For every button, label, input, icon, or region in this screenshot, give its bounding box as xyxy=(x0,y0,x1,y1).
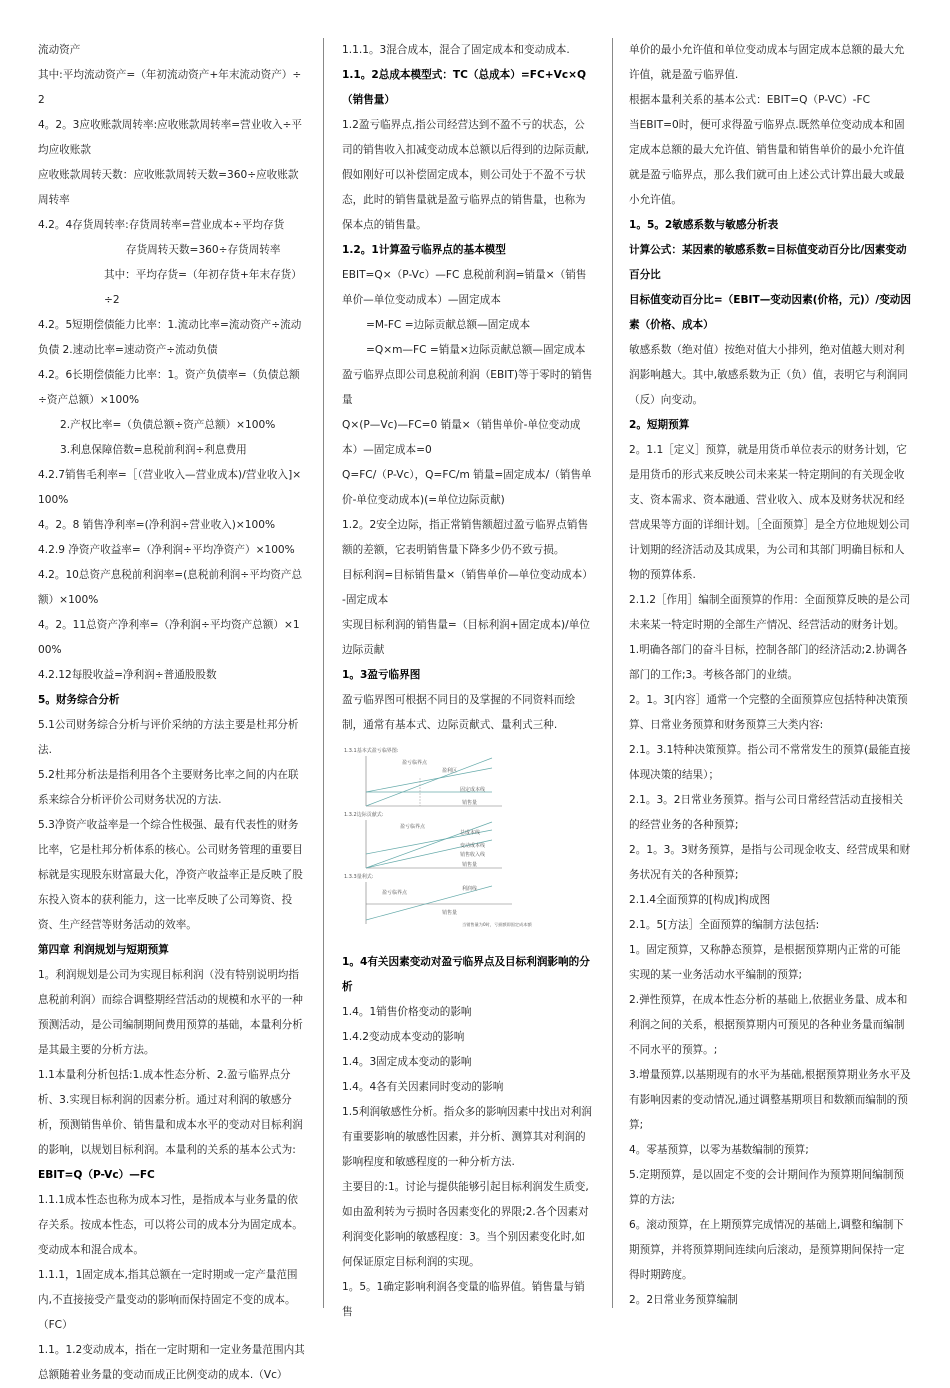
text-line: 存货周转天数=360÷存货周转率 xyxy=(126,244,281,256)
text-line: 1.1.1。3混合成本，混合了固定成本和变动成本. xyxy=(342,44,570,56)
text-line: 1.1。1.2变动成本，指在一定时期和一定业务量范围内其总额随着业务量的变动而成正比例变动的成本.（Vc） xyxy=(38,1344,305,1381)
figure-title-2: 1.3.2边际贡献式: xyxy=(344,812,384,818)
text-line: 6。滚动预算，在上期预算完成情况的基础上,调整和编制下期预算，并将预算期间连续向后滚动，是预算期间保持一定得时期跨度。 xyxy=(629,1219,905,1281)
text-line: 5.2杜邦分析法是指利用各个主要财务比率之间的内在联系来综合分析评价公司财务状况的方法. xyxy=(38,769,299,806)
figure-label-profit-line: 利润线 xyxy=(462,886,478,892)
text-line: 2.产权比率=（负债总额÷资产总额）×100% xyxy=(60,419,276,431)
text-line: 2.1。3.1特种决策预算。指公司不常常发生的预算(最能直接体现决策的结果）； xyxy=(629,744,911,781)
text-line: 4。2。8 销售净利率=(净利润÷营业收入)×100% xyxy=(38,519,276,531)
text-line: 1.2盈亏临界点,指公司经营达到不盈不亏的状态，公司的销售收入扣减变动成本总额以后得到的边际贡献,假如刚好可以补偿固定成本，则公司处于不盈不亏状态，此时的销售量就是盈亏临界点的销售量，也称为保本点的销售量。 xyxy=(342,119,590,231)
text-line: 2.弹性预算，在成本性态分析的基础上,依据业务量、成本和利润之间的关系，根据预算期内可预见的各种业务量而编制不同水平的预算。; xyxy=(629,994,908,1056)
formula-line: EBIT=Q（P-Vc）—FC xyxy=(38,1169,155,1181)
text-line: 计算公式：某因素的敏感系数=目标值变动百分比/因素变动百分比 xyxy=(629,244,907,281)
text-line: 2.1。3。2日常业务预算。指与公司日常经营活动直接相关的经营业务的各种预算; xyxy=(629,794,903,831)
text-line: 4.2.12每股收益=净利润÷普通股股数 xyxy=(38,669,217,681)
text-line: 4。零基预算，以零为基数编制的预算; xyxy=(629,1144,809,1156)
text-line: 其中:平均流动资产=（年初流动资产+年末流动资产）÷2 xyxy=(38,69,302,106)
figure-label-breakeven-3: 盈亏临界点 xyxy=(382,890,408,896)
text-line: =M-FC =边际贡献总额—固定成本 xyxy=(366,319,531,331)
text-line: 5.3净资产收益率是一个综合性极强、最有代表性的财务比率，它是杜邦分析体系的核心。公司财务管理的重要目标就是实现股东财富最大化，净资产收益率正是反映了股东投入资本的获利能力，这一比率反映了公司筹资、投资、生产经营等财务活动的效率。 xyxy=(38,819,303,931)
text-line: 盈亏临界图可根据不同目的及掌握的不同资料而绘制，通常有基本式、边际贡献式、量利式三种. xyxy=(342,694,576,731)
figure-label-sales: 销售量 xyxy=(462,800,478,806)
text-line: 其中：平均存货=（年初存货+年末存货）÷2 xyxy=(104,269,302,306)
text-line: 主要目的:1。讨论与提供能够引起目标利润发生质变,如由盈利转为亏损时各因素变化的界限;2.各个因素对利润变化影响的敏感程度：3。当个别因素变化时,如何保证原定目标利润的实现。 xyxy=(342,1181,589,1268)
text-line: 流动资产 xyxy=(38,44,81,56)
text-line: 3.利息保障倍数=息税前利润÷利息费用 xyxy=(60,444,247,456)
text-line: 2。2日常业务预算编制 xyxy=(629,1294,738,1306)
text-line: 目标利润=目标销售量×（销售单价—单位变动成本）-固定成本 xyxy=(342,569,593,606)
figure-note: 当销售量为0时，亏损额即固定成本额 xyxy=(462,922,532,927)
figure-title-3: 1.3.3量利式: xyxy=(344,874,374,880)
text-line: 5.定期预算，是以固定不变的会计期间作为预算期间编制预算的方法; xyxy=(629,1169,904,1206)
text-line: 2。1。3[内容］通常一个完整的全面预算应包括特种决策预算、日常业务预算和财务预算三大类内容: xyxy=(629,694,908,731)
subheading: 1.2。1计算盈亏临界点的基本模型 xyxy=(342,244,506,256)
text-line: 4.2.9 净资产收益率=（净利润÷平均净资产）×100% xyxy=(38,544,295,556)
text-line: 1.4。1销售价格变动的影响 xyxy=(342,1006,472,1018)
text-line: 2.1.2［作用］编制全面预算的作用：全面预算反映的是公司未来某一特定时期的全部生产情况、经营活动的财务计划。1.明确各部门的奋斗目标，控制各部门的经济活动;2.协调各部门的工作;3。考核各部门的业绩。 xyxy=(629,594,911,681)
text-line: 1.1.1，1固定成本,指其总额在一定时期或一定产量范围内,不直接接受产量变动的影响而保持固定不变的成本。（FC） xyxy=(38,1269,298,1331)
text-line: 4。2。11总资产净利率=（净利润÷平均资产总额）×100% xyxy=(38,619,300,656)
text-line: 1.2。2安全边际，指正常销售额超过盈亏临界点销售额的差额，它表明销售量下降多少仍不致亏损。 xyxy=(342,519,589,556)
text-line: 根据本量利关系的基本公式：EBIT=Q（P-VC）-FC xyxy=(629,94,870,106)
subheading: 1。4有关因素变动对盈亏临界点及目标利润影响的分析 xyxy=(342,956,590,993)
text-line: 1.1。2总成本模型式：TC（总成本）=FC+Vc×Q（销售量） xyxy=(342,69,586,106)
text-line: 1.1本量利分析包括:1.成本性态分析、2.盈亏临界点分析、3.实现目标利润的因素分析。通过对利润的敏感分析，预测销售单价、销售量和成本水平的变动对目标利润的影响，以规划目标利润。本量利的关系的基本公式为: xyxy=(38,1069,303,1156)
text-line: Q=FC/（P-Vc），Q=FC/m 销量=固定成本/（销售单价-单位变动成本)(=单位边际贡献) xyxy=(342,469,592,506)
section-heading: 2。短期预算 xyxy=(629,419,690,431)
text-line: =Q×m—FC =销量×边际贡献总额—固定成本 xyxy=(366,344,586,356)
text-line: 1。固定预算，又称静态预算，是根据预算期内正常的可能实现的某一业务活动水平编制的预算; xyxy=(629,944,901,981)
column-divider-1 xyxy=(323,38,324,1308)
figure-label-variable-cost: 变动成本线 xyxy=(460,843,486,849)
text-line: 1。5。1确定影响利润各变量的临界值。销售量与销售 xyxy=(342,1281,585,1318)
text-line: 当EBIT=0时，便可求得盈亏临界点.既然单位变动成本和固定成本总额的最大允许值、销售量和销售单价的最小允许值就是盈亏临界点，那么我们就可由上述公式计算出最大或最小允许值。 xyxy=(629,119,905,206)
text-line: 应收账款周转天数：应收账款周转天数=360÷应收账款周转率 xyxy=(38,169,299,206)
figure-label-profit-zone: 盈利区 xyxy=(442,768,458,774)
text-line: 2。1。3。3财务预算，是指与公司现金收支、经营成果和财务状况有关的各种预算; xyxy=(629,844,911,881)
text-line: 1.4。4各有关因素同时变动的影响 xyxy=(342,1081,504,1093)
figure-label-total-cost: 总成本线 xyxy=(460,830,481,836)
column-3 xyxy=(629,38,911,1313)
text-line: 4.2。4存货周转率:存货周转率=营业成本÷平均存货 xyxy=(38,219,285,231)
figure-label-sales-2: 销售量 xyxy=(462,862,478,868)
text-line: 4。2。3应收账款周转率:应收账款周转率=营业收入÷平均应收账款 xyxy=(38,119,303,156)
chapter-heading: 第四章 利润规划与短期预算 xyxy=(38,944,169,956)
text-line: 目标值变动百分比=（EBIT—变动因素(价格，元)）/变动因素（价格、成本） xyxy=(629,294,911,331)
text-line: 1.4.2变动成本变动的影响 xyxy=(342,1031,465,1043)
text-line: 1.5利润敏感性分析。指众多的影响因素中找出对利润有重要影响的敏感性因素，并分析、测算其对利润的影响程度和敏感程度的一种分析方法. xyxy=(342,1106,592,1168)
text-line: Q×(P—Vc)—FC=0 销量×（销售单价-单位变动成本）—固定成本=0 xyxy=(342,419,581,456)
text-line: 5.1公司财务综合分析与评价采纳的方法主要是杜邦分析法. xyxy=(38,719,299,756)
text-line: 4.2。10总资产息税前利润率=(息税前利润÷平均资产总额）×100% xyxy=(38,569,303,606)
subheading: 1。3盈亏临界图 xyxy=(342,669,421,681)
text-line: 1.1.1成本性态也称为成本习性，是指成本与业务量的依存关系。按成本性态，可以将公司的成本分为固定成本。变动成本和混合成本。 xyxy=(38,1194,303,1256)
text-line: 实现目标利润的销售量=（目标利润+固定成本)/单位边际贡献 xyxy=(342,619,590,656)
text-line: 1.4。3固定成本变动的影响 xyxy=(342,1056,472,1068)
text-line: EBIT=Q×（P-Vc）—FC 息税前利润=销量×（销售单价—单位变动成本）—固定成本 xyxy=(342,269,587,306)
text-line: 3.增量预算,以基期现有的水平为基础,根据预算期业务水平及有影响因素的变动情况,通过调整基期项目和数额而编制的预算; xyxy=(629,1069,911,1131)
text-line: 4.2。6长期偿债能力比率：1。资产负债率=（负债总额÷资产总额）×100% xyxy=(38,369,300,406)
column-2 xyxy=(342,38,594,1325)
text-line: 敏感系数（绝对值）按绝对值大小排列，绝对值越大则对利润影响越大。其中,敏感系数为正（负）值，表明它与利润同（反）向变动。 xyxy=(629,344,908,406)
text-line: 2.1.4全面预算的[构成]构成图 xyxy=(629,894,771,906)
figure-label-breakeven: 盈亏临界点 xyxy=(402,760,428,766)
figure-label-breakeven-2: 盈亏临界点 xyxy=(400,824,426,830)
figure-title-1: 1.3.1基本式盈亏临界图: xyxy=(344,748,399,754)
text-line: 4.2。5短期偿债能力比率：1.流动比率=流动资产÷流动负债 2.速动比率=速动资产÷流动负债 xyxy=(38,319,302,356)
figure-label-sales-3: 销售量 xyxy=(442,910,458,916)
column-1 xyxy=(38,38,306,1388)
column-divider-2 xyxy=(612,38,613,1308)
breakeven-figure xyxy=(342,744,590,932)
figure-label-fixed-cost: 固定成本线 xyxy=(460,787,486,793)
text-line: 2.1。5[方法］全面预算的编制方法包括: xyxy=(629,919,820,931)
subheading: 1。5。2敏感系数与敏感分析表 xyxy=(629,219,779,231)
text-line: 2。1.1［定义］预算，就是用货币单位表示的财务计划，它是用货币的形式来反映公司未来某一特定期间的有关现金收支、资本需求、资本融通、营业收入、成本及财务状况和经营成果等方面的详细计划。［全面预算］是全方位地规划公司计划期的经济活动及其成果，为公司和其部门明确目标和人物的预算体系. xyxy=(629,444,910,581)
text-line: 4.2.7销售毛利率=［（营业收入—营业成本)/营业收入]×100% xyxy=(38,469,302,506)
text-line: 1。利润规划是公司为实现目标利润（没有特别说明均指息税前利润）而综合调整期经营活动的规模和水平的一种预测活动，是公司编制期间费用预算的基础，本量利分析是其最主要的分析方法。 xyxy=(38,969,303,1056)
text-line: 盈亏临界点即公司息税前利润（EBIT)等于零时的销售量 xyxy=(342,369,593,406)
text-line: 单价的最小允许值和单位变动成本与固定成本总额的最大允许值，就是盈亏临界值. xyxy=(629,44,905,81)
figure-label-revenue: 销售收入线 xyxy=(460,852,486,858)
section-heading: 5。财务综合分析 xyxy=(38,694,120,706)
